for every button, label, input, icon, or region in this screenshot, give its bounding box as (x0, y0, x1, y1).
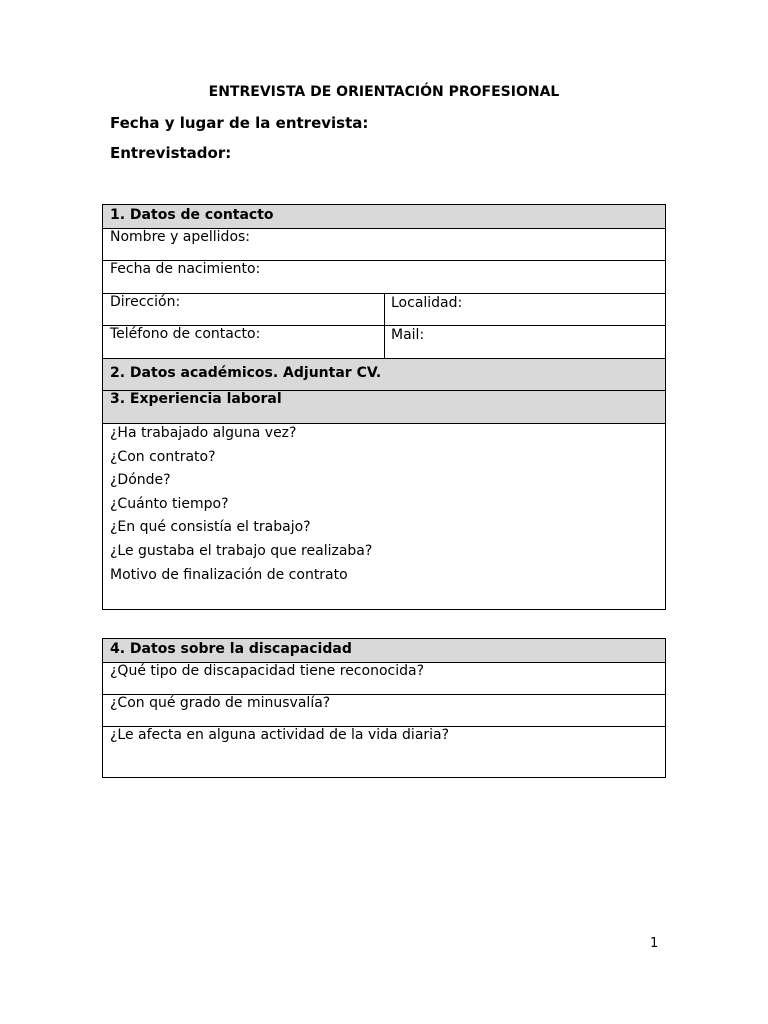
experience-questions-cell[interactable] (103, 424, 665, 610)
column-divider (384, 294, 385, 325)
list-item: Motivo de finalización de contrato (110, 566, 348, 583)
section-title: 3. Experiencia laboral (110, 391, 282, 407)
list-item: ¿Ha trabajado alguna vez? (110, 425, 297, 441)
phone-row[interactable] (103, 326, 665, 359)
section-title: 1. Datos de contacto (110, 207, 274, 223)
name-row[interactable] (103, 229, 665, 261)
daily-life-row[interactable] (103, 727, 665, 778)
name-label: Nombre y apellidos: (110, 229, 251, 245)
birthdate-label: Fecha de nacimiento: (110, 261, 261, 277)
locality-label: Localidad: (391, 295, 463, 311)
birthdate-row[interactable] (103, 261, 665, 294)
list-item: ¿En qué consistía el trabajo? (110, 519, 311, 536)
list-item: ¿Cuánto tiempo? (110, 495, 229, 512)
list-item: ¿Le gustaba el trabajo que realizaba? (110, 542, 373, 559)
column-divider (384, 326, 385, 358)
main-form-table (102, 204, 666, 610)
section-title: 4. Datos sobre la discapacidad (110, 641, 352, 657)
document-title: ENTREVISTA DE ORIENTACIÓN PROFESIONAL (208, 84, 560, 100)
section-header-disability (103, 639, 665, 663)
phone-label: Teléfono de contacto: (110, 326, 261, 342)
section-header-experience (103, 391, 665, 424)
daily-life-question: ¿Le afecta en alguna actividad de la vida diaria? (110, 727, 450, 743)
address-row[interactable] (103, 294, 665, 326)
list-item: ¿Con contrato? (110, 448, 216, 465)
list-item: ¿Dónde? (110, 472, 171, 489)
address-label: Dirección: (110, 294, 181, 310)
disability-degree-question: ¿Con qué grado de minusvalía? (110, 695, 331, 711)
interviewer-label: Entrevistador: (110, 144, 232, 162)
disability-type-question: ¿Qué tipo de discapacidad tiene reconocida? (110, 663, 424, 679)
disability-degree-row[interactable] (103, 695, 665, 727)
interview-date-place-label: Fecha y lugar de la entrevista: (110, 114, 369, 132)
mail-label: Mail: (391, 327, 425, 343)
section-title: 2. Datos académicos. Adjuntar CV. (110, 365, 382, 381)
disability-table (102, 638, 666, 778)
experience-questions-list (110, 424, 372, 589)
page-number: 1 (650, 936, 659, 951)
section-header-academic (103, 359, 665, 391)
section-header-contact (103, 205, 665, 229)
disability-type-row[interactable] (103, 663, 665, 695)
